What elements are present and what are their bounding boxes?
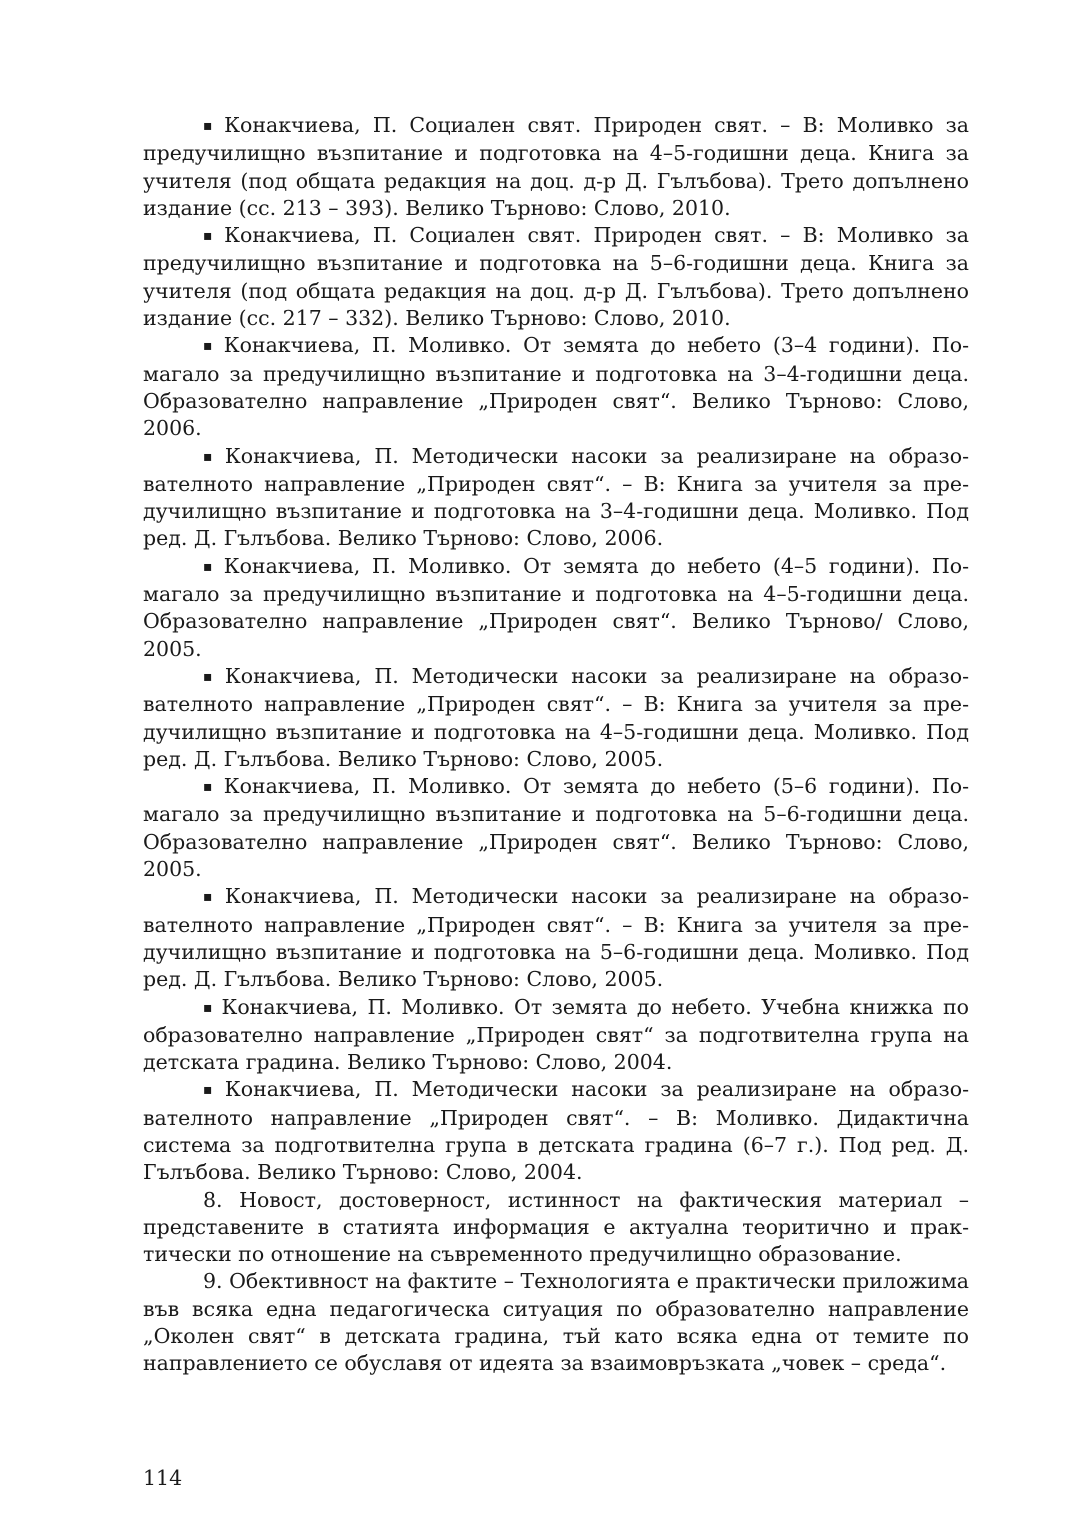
reference-item [143,994,969,1077]
reference-text: Конакчиева, П. Моливко. От земята до небето (3–4 години). Помагало за предучилищно възпитание и подготовка на 3–4-годишни деца. Образователно направление „Природен свят“. Велико Търново: Слово, 2006. [143,333,969,441]
reference-text: Конакчиева, П. Методически насоки за реализиране на образователното направление „Природен свят“. – В: Книга за учителя за предучилищно възпитание и подготовка на 3–4-годишни деца. Моливко. Под ред. Д. Гълъбова. Велико Търново: Слово, 2006. [143,443,969,551]
bullet-marker: ▪ [203,779,218,796]
reference-item [143,112,969,222]
reference-text: Конакчиева, П. Социален свят. Природен свят. – В: Моливко за предучилищно възпитание и подготовка на 4–5-годишни деца. Книга за учителя (под общата редакция на доц. д-р Д. Гълъбова). Трето допълнено издание (сс. 213 – 393). Велико Търново: Слово, 2010. [143,113,969,220]
bullet-marker: ▪ [203,1082,219,1099]
body-text [143,112,969,1378]
reference-item [143,1076,969,1186]
criterion-paragraph: 9. Обективност на фактите – Технологията е практически приложима във всяка една педагогическа ситуация по образователно направление „Околен свят“ в детската градина, тъй като всяка една от темите по направлението се обуславя от идеята за взаимовръзката „човек – среда“. [143,1269,969,1376]
reference-text: Конакчиева, П. Методически насоки за реализиране на образователното направление „Природен свят“. – В: Моливко. Дидактична система за подготвителна група в детската градина (6–7 г.). Под ред. Д. Гълъбова. Велико Търново: Слово, 2004. [143,1077,969,1185]
bullet-marker: ▪ [203,889,219,906]
bullet-marker: ▪ [203,999,216,1016]
reference-item [143,773,969,883]
page-number: 114 [143,1466,183,1490]
bullet-marker: ▪ [203,118,219,134]
reference-item [143,222,969,332]
reference-item [143,443,969,553]
criterion-paragraph: 8. Новост, достоверност, истинност на фактическия материал – представените в статията информация е актуална теоритично и практически по отношение на съвременното предучилищно образование. [143,1187,969,1267]
reference-item [143,332,969,442]
reference-text: Конакчиева, П. Социален свят. Природен свят. – В: Моливко за предучилищно възпитание и подготовка на 5–6-годишни деца. Книга за учителя (под общата редакция на доц. д-р Д. Гълъбова). Трето допълнено издание (сс. 217 – 332). Велико Търново: Слово, 2010. [143,223,969,331]
reference-text: Конакчиева, П. Моливко. От земята до небето. Учебна книжка по образователно направление „Природен свят“ за подготвителна група на детската градина. Велико Търново: Слово, 2004. [143,994,969,1075]
bullet-marker: ▪ [203,668,219,685]
bullet-marker: ▪ [203,228,219,245]
reference-item [143,663,969,773]
bullet-marker: ▪ [203,338,218,355]
reference-text: Конакчиева, П. Моливко. От земята до небето (5–6 години). Помагало за предучилищно възпитание и подготовка на 5–6-годишни деца. Образователно направление „Природен свят“. Велико Търново: Слово, 2005. [143,774,969,882]
bullet-marker: ▪ [203,448,219,465]
reference-item [143,553,969,663]
reference-text: Конакчиева, П. Методически насоки за реализиране на образователното направление „Природен свят“. – В: Книга за учителя за предучилищно възпитание и подготовка на 5–6-годишни деца. Моливко. Под ред. Д. Гълъбова. Велико Търново: Слово, 2005. [143,884,969,992]
reference-item [143,883,969,993]
bullet-marker: ▪ [203,558,218,575]
reference-text: Конакчиева, П. Моливко. От земята до небето (4–5 години). Помагало за предучилищно възпитание и подготовка на 4–5-годишни деца. Образователно направление „Природен свят“. Велико Търново/ Слово, 2005. [143,553,969,661]
reference-text: Конакчиева, П. Методически насоки за реализиране на образователното направление „Природен свят“. – В: Книга за учителя за предучилищно възпитание и подготовка на 4–5-годишни деца. Моливко. Под ред. Д. Гълъбова. Велико Търново: Слово, 2005. [143,663,969,771]
